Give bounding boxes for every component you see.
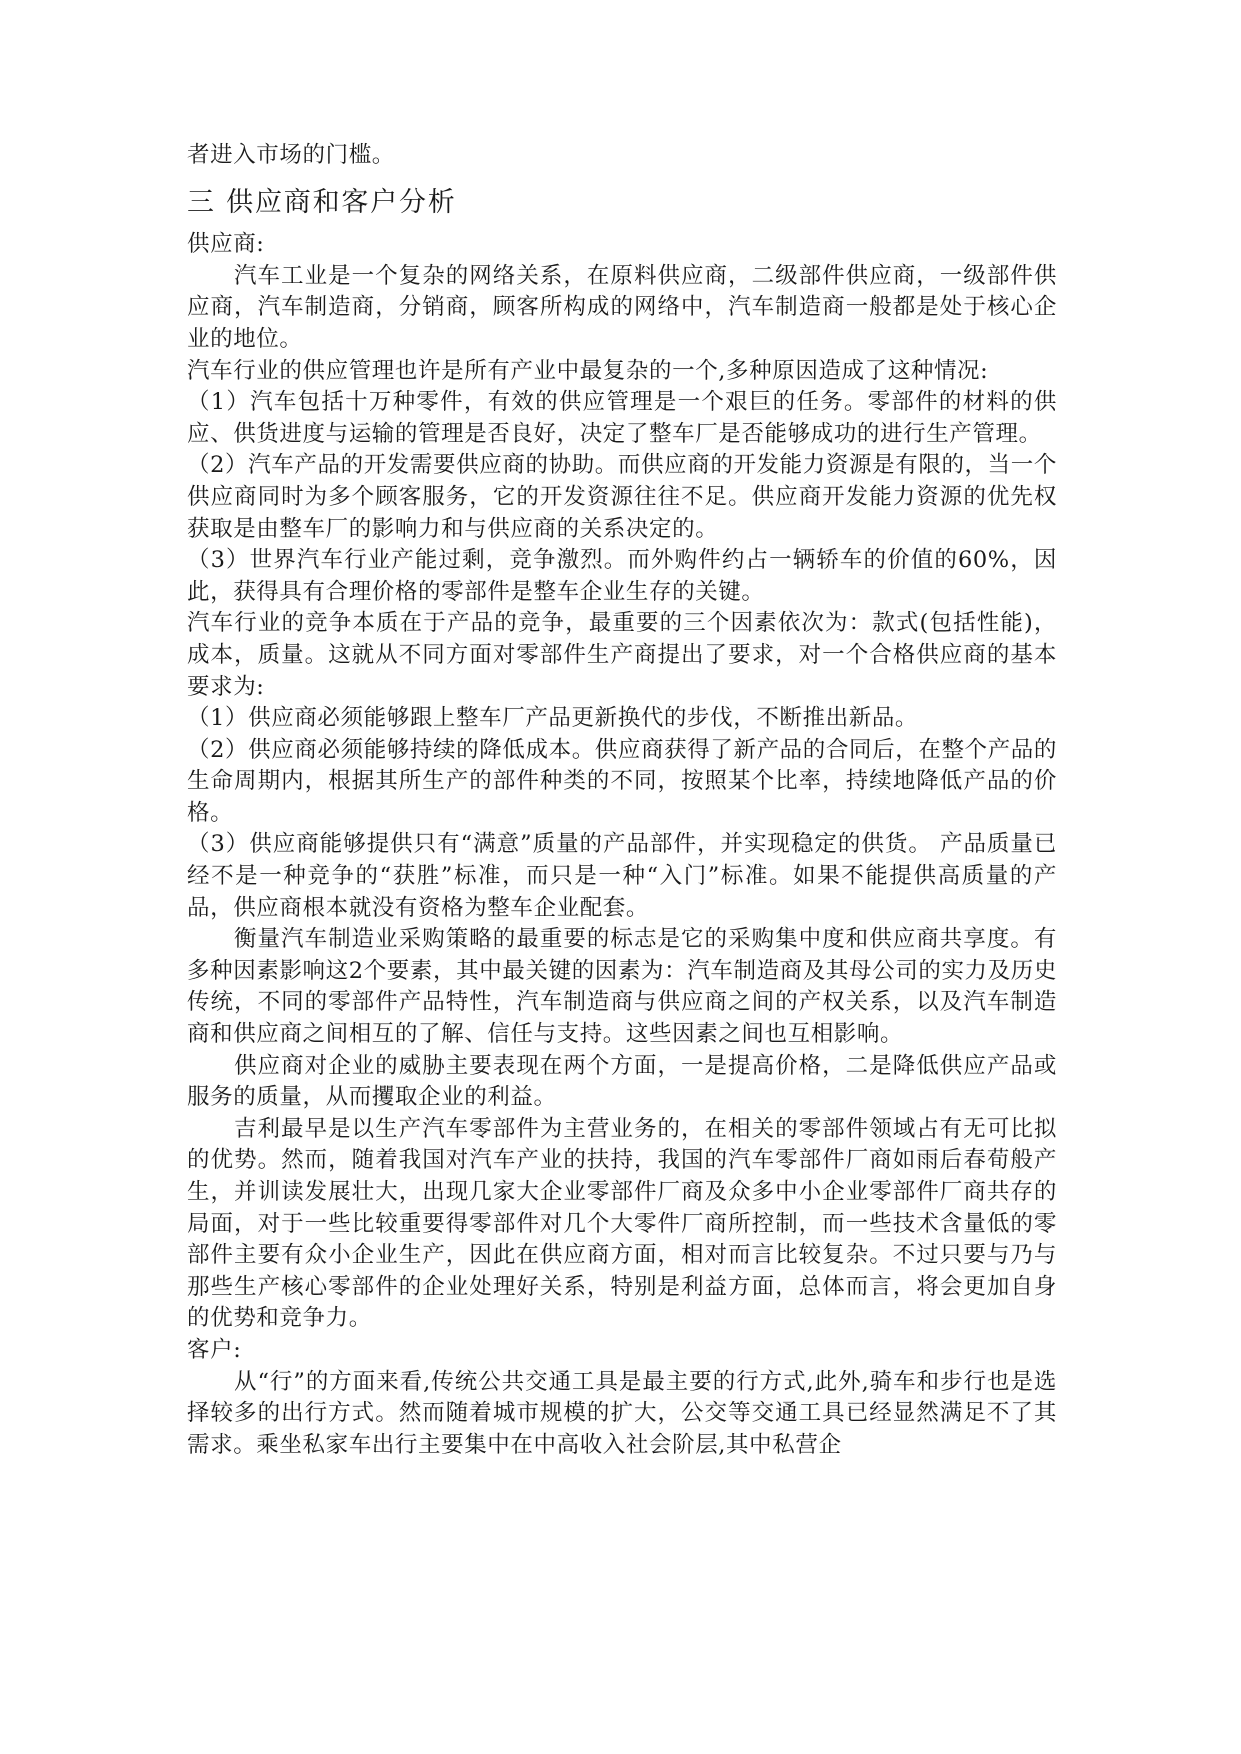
paragraph-network: 汽车工业是一个复杂的网络关系，在原料供应商，二级部件供应商，一级部件供应商，汽车制造商，分销商，顾客所构成的网络中，汽车制造商一般都是处于核心企业的地位。 [187, 262, 1057, 352]
document-page [187, 140, 1057, 1461]
paragraph-reason-3: （3）世界汽车行业产能过剩，竞争激烈。而外购件约占一辆轿车的价值的60%，因此，获得具有合理价格的零部件是整车企业生存的关键。 [187, 547, 1057, 605]
suppliers-label: 供应商: [187, 231, 265, 258]
paragraph-reason-1: （1）汽车包括十万种零件，有效的供应管理是一个艰巨的任务。零部件的材料的供应、供货进度与运输的管理是否良好，决定了整车厂是否能够成功的进行生产管理。 [187, 389, 1057, 447]
paragraph-geely: 吉利最早是以生产汽车零部件为主营业务的，在相关的零部件领域占有无可比拟的优势。然而，随着我国对汽车产业的扶持，我国的汽车零部件厂商如雨后春荀般产生，并训读发展壮大，出现几家大企业零部件厂商及众多中小企业零部件厂商共存的局面，对于一些比较重要得零部件对几个大零件厂商所控制，而一些技术含量低的零部件主要有众小企业生产，因此在供应商方面，相对而言比较复杂。不过只要与乃与那些生产核心零部件的企业处理好关系，特别是利益方面，总体而言，将会更加自身的优势和竞争力。 [187, 1115, 1057, 1332]
customers-label: 客户: [187, 1336, 242, 1363]
paragraph-reason-2: （2）汽车产品的开发需要供应商的协助。而供应商的开发能力资源是有限的，当一个供应商同时为多个顾客服务，它的开发资源往往不足。供应商开发能力资源的优先权获取是由整车厂的影响力和与供应商的关系决定的。 [187, 452, 1057, 542]
paragraph-requirement-2: （2）供应商必须能够持续的降低成本。供应商获得了新产品的合同后，在整个产品的生命周期内，根据其所生产的部件种类的不同，按照某个比率，持续地降低产品的价格。 [187, 736, 1057, 826]
section-heading: 三 供应商和客户分析 [187, 186, 457, 218]
paragraph-competition: 汽车行业的竞争本质在于产品的竞争，最重要的三个因素依次为：款式(包括性能)，成本，质量。这就从不同方面对零部件生产商提出了要求，对一个合格供应商的基本要求为: [187, 610, 1057, 700]
paragraph-requirement-1: （1）供应商必须能够跟上整车厂产品更新换代的步伐，不断推出新品。 [187, 705, 919, 732]
paragraph-supply-management: 汽车行业的供应管理也许是所有产业中最复杂的一个,多种原因造成了这种情况: [187, 357, 989, 384]
paragraph-procurement: 衡量汽车制造业采购策略的最重要的标志是它的采购集中度和供应商共享度。有多种因素影响这2个要素，其中最关键的因素为：汽车制造商及其母公司的实力及历史传统，不同的零部件产品特性，汽车制造商与供应商之间的产权关系，以及汽车制造商和供应商之间相互的了解、信任与支持。这些因素之间也互相影响。 [187, 926, 1057, 1048]
paragraph-supplier-threat: 供应商对企业的威胁主要表现在两个方面，一是提高价格，二是降低供应产品或服务的质量，从而攫取企业的利益。 [187, 1052, 1057, 1111]
paragraph-intro-end: 者进入市场的门槛。 [187, 142, 395, 168]
paragraph-travel: 从“行”的方面来看,传统公共交通工具是最主要的行方式,此外,骑车和步行也是选择较多的出行方式。然而随着城市规模的扩大，公交等交通工具已经显然满足不了其需求。乘坐私家车出行主要集中在中高收入社会阶层,其中私营企 [187, 1368, 1057, 1458]
paragraph-requirement-3: （3）供应商能够提供只有“满意”质量的产品部件，并实现稳定的供货。 产品质量已经不是一种竞争的“获胜”标准，而只是一种“入门”标准。如果不能提供高质量的产品，供应商根本就没有资格为整车企业配套。 [187, 831, 1057, 921]
